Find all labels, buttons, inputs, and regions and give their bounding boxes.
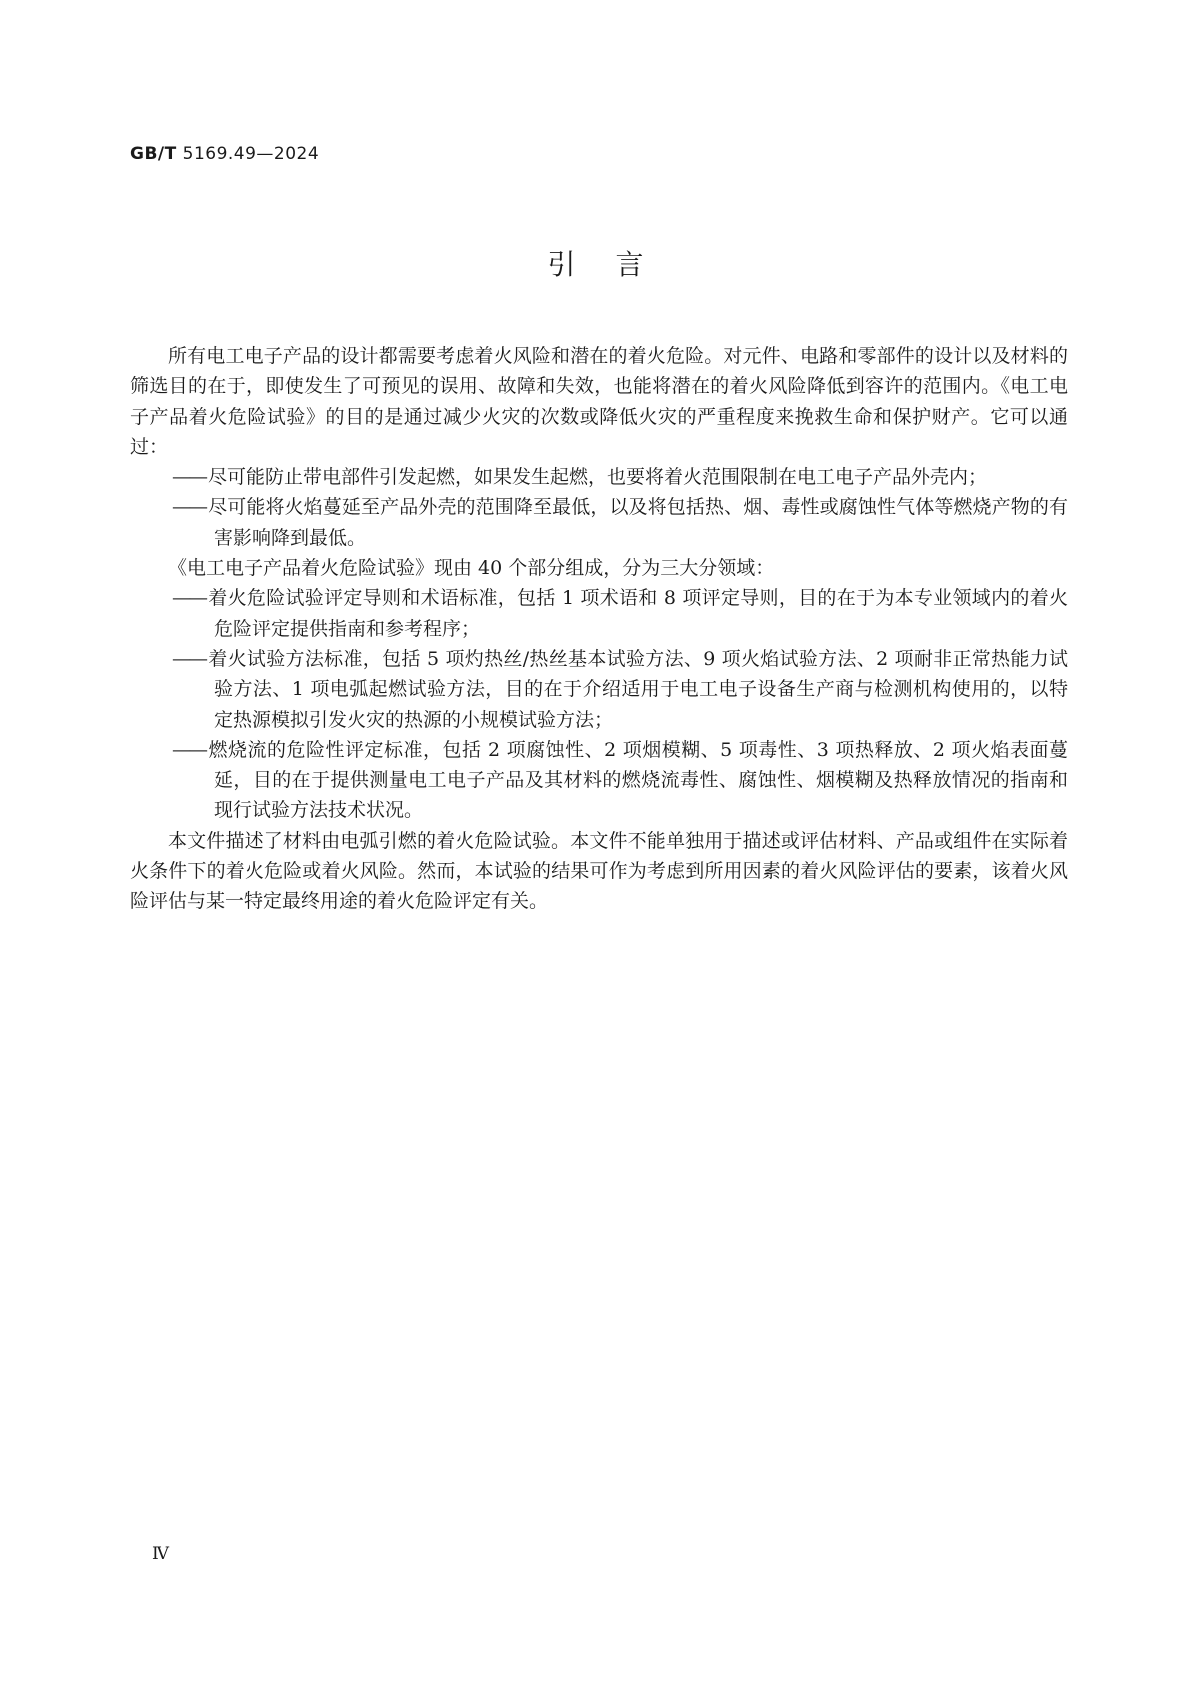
page-title: 引言 bbox=[547, 248, 684, 281]
dash-marker: —— bbox=[172, 738, 206, 761]
doc-code-prefix: GB/T bbox=[130, 144, 177, 164]
list-item-text: 尽可能将火焰蔓延至产品外壳的范围降至最低，以及将包括热、烟、毒性或腐蚀性气体等燃烧产物的有害影响降到最低。 bbox=[208, 496, 1068, 549]
body-text bbox=[130, 341, 1068, 917]
list-item bbox=[130, 583, 1068, 644]
list-item bbox=[130, 735, 1068, 826]
list-item bbox=[130, 644, 1068, 735]
list-item-text: 着火试验方法标准，包括 5 项灼热丝/热丝基本试验方法、9 项火焰试验方法、2 项耐非正常热能力试验方法、1 项电弧起燃试验方法，目的在于介绍适用于电工电子设备生产商与检测机构使用的，以特定热源模拟引发火灾的热源的小规模试验方法； bbox=[208, 647, 1068, 731]
paragraph-scope: 本文件描述了材料由电弧引燃的着火危险试验。本文件不能单独用于描述或评估材料、产品或组件在实际着火条件下的着火危险或着火风险。然而，本试验的结果可作为考虑到所用因素的着火风险评估的要素，该着火风险评估与某一特定最终用途的着火危险评定有关。 bbox=[130, 829, 1068, 913]
list-item bbox=[130, 462, 1068, 492]
page-number: Ⅳ bbox=[152, 1544, 169, 1564]
dash-marker: —— bbox=[172, 647, 206, 670]
list-item-text: 燃烧流的危险性评定标准，包括 2 项腐蚀性、2 项烟模糊、5 项毒性、3 项热释放、2 项火焰表面蔓延，目的在于提供测量电工电子产品及其材料的燃烧流毒性、腐蚀性、烟模糊及热释放情况的指南和现行试验方法技术状况。 bbox=[208, 738, 1068, 822]
document-code bbox=[130, 144, 319, 164]
doc-code-number: 5169.49—2024 bbox=[182, 144, 320, 164]
dash-marker: —— bbox=[172, 587, 206, 610]
list-item-text: 着火危险试验评定导则和术语标准，包括 1 项术语和 8 项评定导则，目的在于为本专业领域内的着火危险评定提供指南和参考程序； bbox=[208, 587, 1068, 640]
paragraph-intro: 所有电工电子产品的设计都需要考虑着火风险和潜在的着火危险。对元件、电路和零部件的设计以及材料的筛选目的在于，即使发生了可预见的误用、故障和失效，也能将潜在的着火风险降低到容许的范围内。《电工电子产品着火危险试验》的目的是通过减少火灾的次数或降低火灾的严重程度来挽救生命和保护财产。它可以通过： bbox=[130, 345, 1068, 458]
dash-marker: —— bbox=[172, 466, 206, 489]
dash-marker: —— bbox=[172, 496, 206, 519]
list-item bbox=[130, 492, 1068, 553]
list-item-text: 尽可能防止带电部件引发起燃，如果发生起燃，也要将着火范围限制在电工电子产品外壳内； bbox=[208, 466, 988, 489]
paragraph-parts: 《电工电子产品着火危险试验》现由 40 个部分组成，分为三大分领域： bbox=[168, 557, 775, 580]
